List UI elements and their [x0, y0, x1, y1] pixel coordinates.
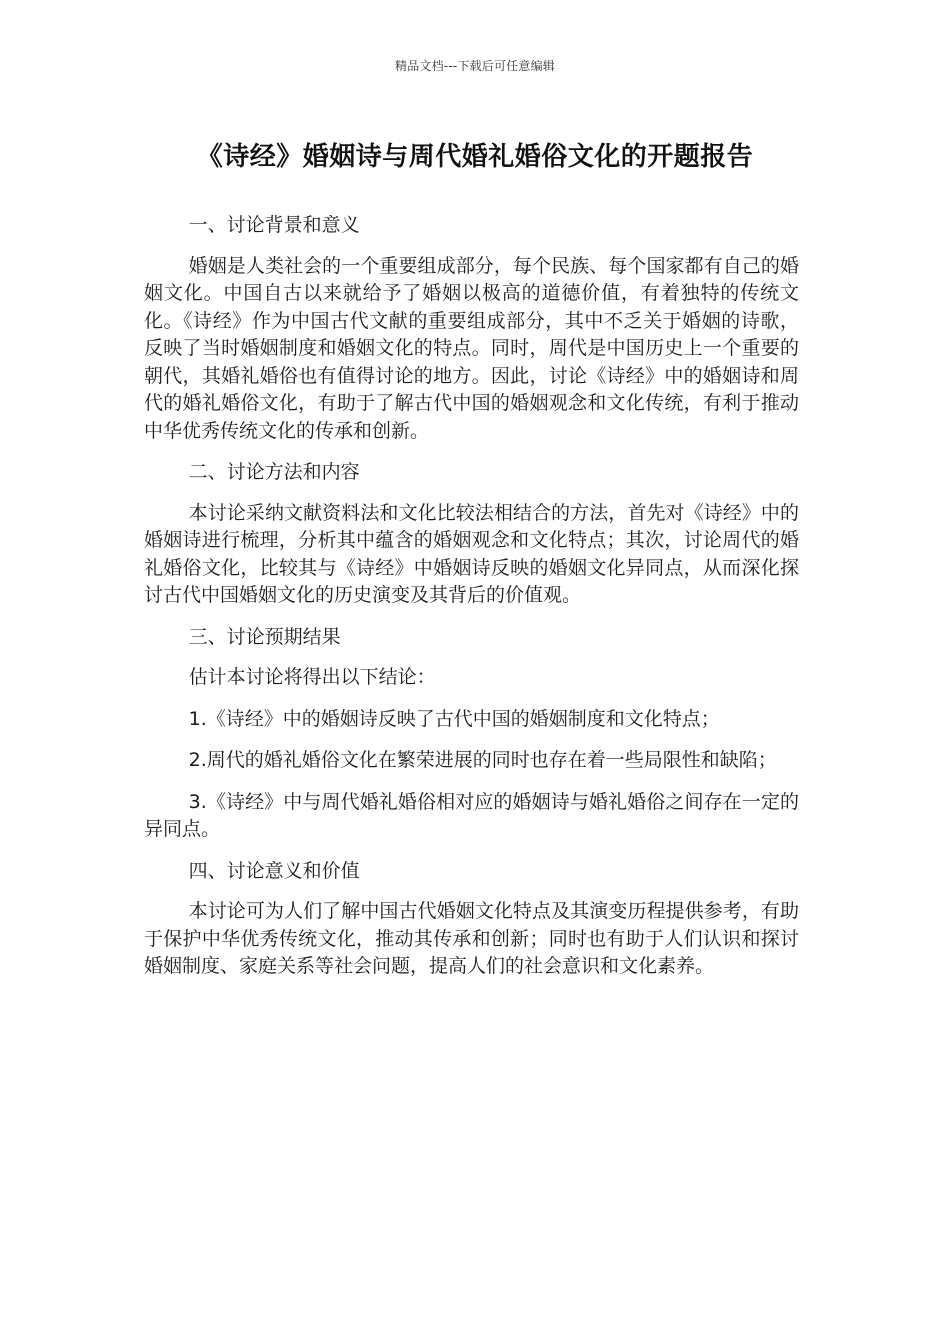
section-heading-expected-results: 三、讨论预期结果 — [188, 625, 341, 648]
header-note: 精品文档---下载后可任意编辑 — [395, 59, 555, 73]
list-item-result-3: 3.《诗经》中与周代婚礼婚俗相对应的婚姻诗与婚礼婚俗之间存在一定的异同点。 — [144, 790, 799, 840]
paragraph-results-intro: 估计本讨论将得出以下结论： — [188, 666, 436, 688]
document-title: 《诗经》婚姻诗与周代婚礼婚俗文化的开题报告 — [196, 142, 754, 172]
document-body — [144, 212, 799, 995]
list-item-result-2: 2.周代的婚礼婚俗文化在繁荣进展的同时也存在着一些局限性和缺陷； — [188, 749, 777, 771]
section-heading-methods: 二、讨论方法和内容 — [188, 461, 360, 483]
section-heading-background: 一、讨论背景和意义 — [188, 214, 360, 236]
list-item-result-1: 1.《诗经》中的婚姻诗反映了古代中国的婚姻制度和文化特点； — [188, 707, 720, 730]
paragraph-methods: 本讨论采纳文献资料法和文化比较法相结合的方法，首先对《诗经》中的婚姻诗进行梳理，分析其中蕴含的婚姻观念和文化特点；其次，讨论周代的婚礼婚俗文化，比较其与《诗经》中婚姻诗反映的婚姻文化异同点，从而深化探讨古代中国婚姻文化的历史演变及其背后的价值观。 — [144, 501, 799, 606]
section-heading-significance: 四、讨论意义和价值 — [188, 859, 360, 882]
paragraph-significance: 本讨论可为人们了解中国古代婚姻文化特点及其演变历程提供参考，有助于保护中华优秀传统文化，推动其传承和创新；同时也有助于人们认识和探讨婚姻制度、家庭关系等社会问题，提高人们的社会意识和文化素养。 — [144, 900, 799, 977]
paragraph-background: 婚姻是人类社会的一个重要组成部分，每个民族、每个国家都有自己的婚姻文化。中国自古以来就给予了婚姻以极高的道德价值，有着独特的传统文化。《诗经》作为中国古代文献的重要组成部分，其中不乏关于婚姻的诗歌，反映了当时婚姻制度和婚姻文化的特点。同时，周代是中国历史上一个重要的朝代，其婚礼婚俗也有值得讨论的地方。因此，讨论《诗经》中的婚姻诗和周代的婚礼婚俗文化，有助于了解古代中国的婚姻观念和文化传统，有利于推动中华优秀传统文化的传承和创新。 — [144, 254, 799, 442]
